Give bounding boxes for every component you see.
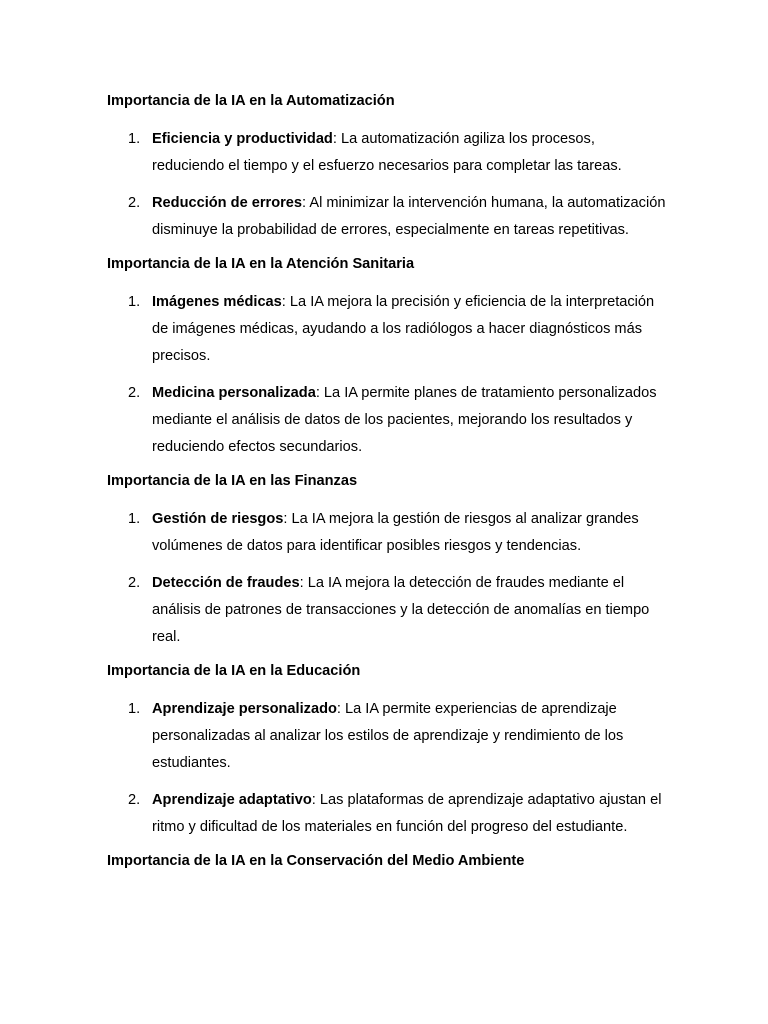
item-term: Imágenes médicas — [152, 294, 282, 310]
item-text: : La automatización agiliza los procesos, reduciendo el tiempo y el esfuerzo necesarios para completar las tareas. — [152, 131, 622, 174]
section-heading: Importancia de la IA en la Conservación del Medio Ambiente — [107, 853, 525, 869]
list-item — [107, 380, 668, 461]
item-number: 1. — [128, 511, 141, 527]
numbered-list — [107, 126, 668, 244]
item-term: Gestión de riesgos — [152, 511, 284, 527]
item-text: : La IA mejora la gestión de riesgos al analizar grandes volúmenes de datos para identificar posibles riesgos y tendencias. — [152, 511, 639, 554]
numbered-list — [107, 506, 668, 651]
list-item — [107, 190, 668, 244]
item-text: : Al minimizar la intervención humana, la automatización disminuye la probabilidad de errores, especialmente en tareas repetitivas. — [152, 195, 666, 238]
section-heading: Importancia de la IA en las Finanzas — [107, 473, 358, 489]
item-number: 2. — [128, 575, 141, 591]
section-heading: Importancia de la IA en la Automatización — [107, 93, 395, 109]
item-text: : La IA mejora la precisión y eficiencia de la interpretación de imágenes médicas, ayudando a los radiólogos a hacer diagnósticos más precisos. — [152, 294, 655, 364]
item-term: Aprendizaje adaptativo — [152, 792, 312, 808]
numbered-list — [107, 696, 668, 841]
item-text: : La IA permite planes de tratamiento personalizados mediante el análisis de datos de los pacientes, mejorando los resultados y reduciendo efectos secundarios. — [152, 385, 657, 455]
list-item — [107, 126, 668, 180]
item-text: : La IA permite experiencias de aprendizaje personalizadas al analizar los estilos de aprendizaje y rendimiento de los estudiantes. — [152, 701, 624, 771]
list-item — [107, 506, 668, 560]
numbered-list — [107, 289, 668, 461]
item-term: Detección de fraudes — [152, 575, 300, 591]
list-item — [107, 787, 668, 841]
item-number: 2. — [128, 385, 141, 401]
item-number: 1. — [128, 131, 141, 147]
item-text: : Las plataformas de aprendizaje adaptativo ajustan el ritmo y dificultad de los materiales en función del progreso del estudiante. — [152, 792, 662, 835]
item-text: : La IA mejora la detección de fraudes mediante el análisis de patrones de transacciones y la detección de anomalías en tiempo real. — [152, 575, 650, 645]
item-number: 2. — [128, 792, 141, 808]
item-number: 1. — [128, 701, 141, 717]
list-item — [107, 696, 668, 777]
list-item — [107, 289, 668, 370]
list-item — [107, 570, 668, 651]
item-term: Aprendizaje personalizado — [152, 701, 337, 717]
section-heading: Importancia de la IA en la Atención Sanitaria — [107, 256, 415, 272]
item-term: Eficiencia y productividad — [152, 131, 333, 147]
item-number: 1. — [128, 294, 141, 310]
item-number: 2. — [128, 195, 141, 211]
item-term: Medicina personalizada — [152, 385, 316, 401]
section-heading: Importancia de la IA en la Educación — [107, 663, 361, 679]
item-term: Reducción de errores — [152, 195, 303, 211]
